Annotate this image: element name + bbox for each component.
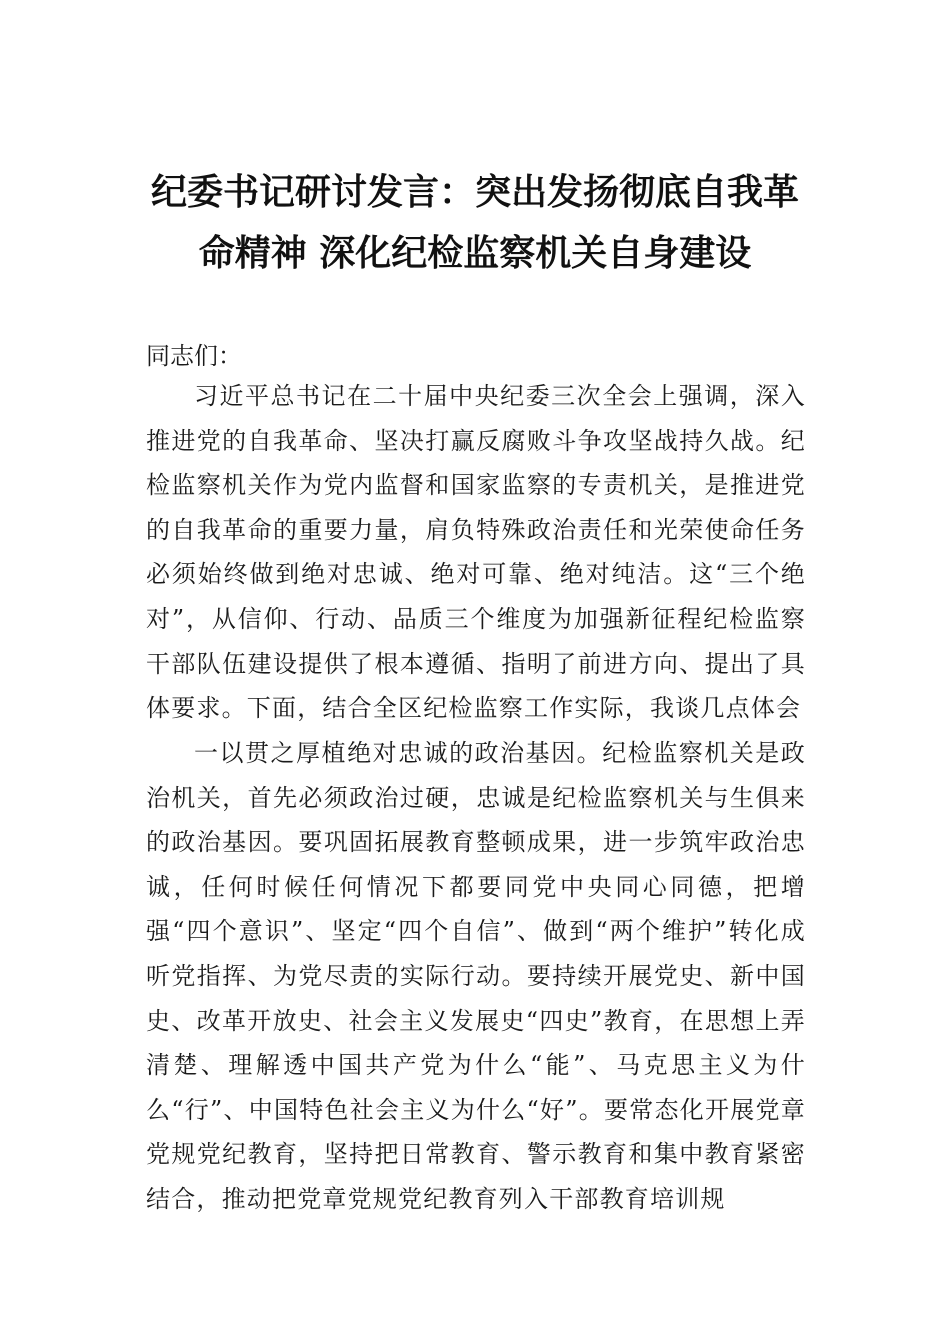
salutation: 同志们： (146, 342, 242, 370)
document-title (120, 162, 830, 284)
title-line-1: 纪委书记研讨发言：突出发扬彻底自我革 (150, 172, 799, 213)
title-line-2: 命精神 深化纪检监察机关自身建设 (198, 233, 752, 274)
body-paragraph-1: 习近平总书记在二十届中央纪委三次全会上强调，深入推进党的自我革命、坚决打赢反腐败斗争攻坚战持久战。纪检监察机关作为党内监督和国家监察的专责机关，是推进党的自我革命的重要力量，肩负特殊政治责任和光荣使命任务必须始终做到绝对忠诚、绝对可靠、绝对纯洁。这“三个绝对”，从信仰、行动、品质三个维度为加强新征程纪检监察干部队伍建设提供了根本遵循、指明了前进方向、提出了具体要求。下面，结合全区纪检监察工作实际，我谈几点体会 (146, 382, 806, 723)
body-paragraph-2: 一以贯之厚植绝对忠诚的政治基因。纪检监察机关是政治机关，首先必须政治过硬，忠诚是纪检监察机关与生俱来的政治基因。要巩固拓展教育整顿成果，进一步筑牢政治忠诚，任何时候任何情况下都要同党中央同心同德，把增强“四个意识”、坚定“四个自信”、做到“两个维护”转化成听党指挥、为党尽责的实际行动。要持续开展党史、新中国史、改革开放史、社会主义发展史“四史”教育，在思想上弄清楚、理解透中国共产党为什么“能”、马克思主义为什么“行”、中国特色社会主义为什么“好”。要常态化开展党章党规党纪教育，坚持把日常教育、警示教育和集中教育紧密结合，推动把党章党规党纪教育列入干部教育培训规 (146, 739, 806, 1213)
